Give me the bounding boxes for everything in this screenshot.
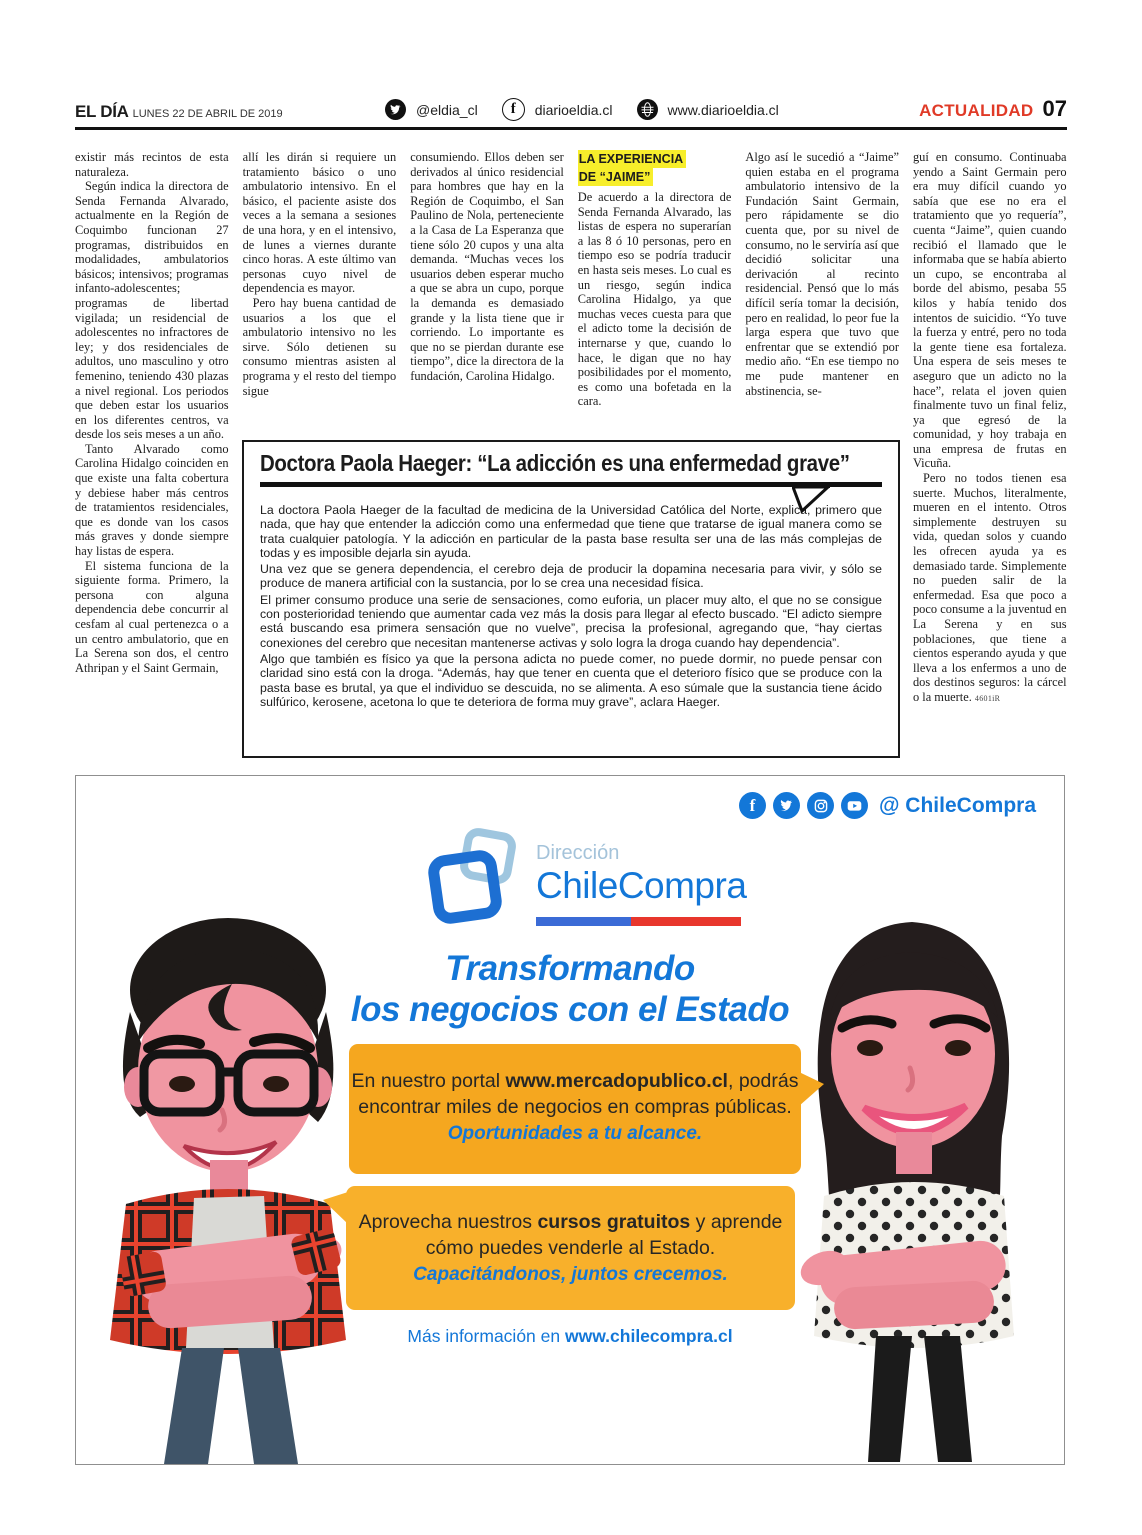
- ad-social-row: [739, 792, 1036, 819]
- ad-social-handle: @ ChileCompra: [879, 793, 1036, 817]
- quote-paragraph: La doctora Paola Haeger de la facultad de medicina de la Universidad Católica del Norte, explica, primero que nada, que hay que entender la adicción como una enfermedad que tiene que tratarse de igual manera como se trata cualquier patología. Y la adicción en particular de la pasta base resulta ser una de las más complejas de todas y es imposible dejarla sin ayuda.: [260, 503, 882, 560]
- quote-paragraph: Algo que también es físico ya que la persona adicta no puede comer, no puede dormir, no puede pensar con claridad sino está con la droga. “Además, hay que tener en cuenta que el deterioro físico que se produce con la pasta base es brutal, ya que el individuo se descuida, no se alimenta. A eso súmale que la sustancia tiene ácido sulfúrico, kerosene, acetona lo que te deteriora de forma muy grave”, aclara Haeger.: [260, 651, 882, 709]
- bubble1-pre: En nuestro portal: [351, 1070, 506, 1092]
- header-rule: [75, 127, 1067, 130]
- article-paragraph: existir más recintos de esta naturaleza.: [75, 150, 229, 179]
- facebook-icon: f: [502, 98, 525, 121]
- brand-name: EL DÍA: [75, 102, 129, 121]
- ad-headline-line2: los negocios con el Estado: [350, 990, 790, 1029]
- chilecompra-logo-text: [536, 828, 746, 926]
- quote-box: [242, 440, 900, 758]
- article-paragraph: De acuerdo a la directora de Senda Fernanda Alvarado, las listas de espera no superarían a las 8 ó 10 personas, pero en tiempo eso se podría traducir en hasta seis meses. Lo cual es un riesgo, según indica Carolina Hidalgo, ya que muchas veces cuesta para que el adicto tome la decisión de internarse y que, cuando lo hace, le digan que no hay posibilidades por el momento, es como una bofetada en la cara.: [577, 190, 732, 409]
- bubble2-text: [346, 1210, 795, 1261]
- article-paragraph-text: Pero no todos tienen esa suerte. Muchos, literalmente, mueren en el intento. Otros simplemente destruyen su vida, quedan solos y cuando les ofrecen ayuda ya es demasiado tarde. Simplemente no pueden salir de la enfermedad. Esa que poco a poco consume a la juventud en La Serena y en sus poblaciones, que tiene a cientos esperando ayuda y que lleva a los enfermos a uno de dos destinos seguros: la cárcel o la muerte.: [912, 471, 1067, 704]
- instagram-icon: [807, 792, 834, 819]
- article-column-6: [913, 150, 1067, 707]
- section-name: ACTUALIDAD: [919, 101, 1034, 120]
- article-paragraph: Pero hay buena cantidad de usuarios a los que el ambulatorio intensivo no les sirve. Sólo detienen su consumo mientras asisten al programa y el resto del tiempo sigue: [242, 295, 397, 398]
- ad-footer-url: www.chilecompra.cl: [564, 1326, 733, 1346]
- twitter-icon: [385, 99, 406, 120]
- article-end-code: 4601iR: [974, 693, 1001, 703]
- article-column-3: [410, 150, 564, 438]
- article-column-5: [745, 150, 899, 438]
- ad-speech-bubble-2: [346, 1186, 795, 1310]
- quote-box-body: [260, 503, 882, 709]
- chilecompra-logo-icon: [428, 828, 524, 932]
- page-header: [75, 96, 1067, 126]
- article-paragraph: Algo así le sucedió a “Jaime” quien estaba en el programa ambulatorio intensivo de la Fundación Saint Germain, pero rápidamente se dio cuenta que, por su nivel de consumo, no le serviría así que decidió solicitar una derivación al recinto residencial. Pensó que lo más difícil sería tomar la decisión, pero en realidad, lo peor fue la larga espera que tuvo que enfrentar que se extendió por medio año. “En ese tiempo no me pude mantener en abstinencia, se-: [745, 150, 899, 398]
- chilecompra-logo: [428, 828, 746, 932]
- article-paragraph: [913, 471, 1067, 707]
- ad-speech-bubble-1: [349, 1044, 801, 1174]
- bubble1-post: , podrás: [727, 1070, 799, 1092]
- quote-paragraph: Una vez que se genera dependencia, el cerebro deja de producir la dopamina necesaria para vivir, y sólo se produce de manera artificial con la sustancia, por lo se crea una necesidad física.: [260, 562, 882, 591]
- bubble1-line2: encontrar miles de negocios en compras públicas.: [358, 1095, 792, 1118]
- section-block: [919, 96, 1067, 122]
- masthead: [75, 102, 283, 122]
- speech-tail-right: [799, 1072, 824, 1106]
- article-paragraph: guí en consumo. Continuaba yendo a Saint Germain pero era muy difícil cuando yo sabía que ese no era el tratamiento que yo requería”, cuenta “Jaime”, quien cuando recibió el llamado que le informaba que se había abierto un cupo, se encontraba al borde del abismo, pesaba 55 kilos y había tenido dos intentos de suicidio. “Yo tuve la fuerza y entré, pero no toda la gente tiene esa fortaleza. Una espera de seis meses te aseguro que un adicto no la hace”, relata el joven quien finalmente tuvo un final feliz, ya que egresó de la comunidad, y hoy trabaja en una empresa de frutas en Vicuña.: [912, 150, 1067, 471]
- chilecompra-ad: [75, 775, 1065, 1465]
- globe-icon: [637, 99, 658, 120]
- edition-date: LUNES 22 DE ABRIL DE 2019: [132, 108, 283, 120]
- logo-line1: Dirección: [536, 842, 620, 864]
- ad-footer-pre: Más información en: [407, 1326, 565, 1346]
- logo-line2: ChileCompra: [536, 865, 747, 906]
- article-paragraph: consumiendo. Ellos deben ser derivados al único residencial para hombres que hay en la Región de Coquimbo, el San Paulino de Nola, perteneciente a la Casa de La Esperanza que tiene sólo 20 cupos y una alta demanda. “Muchas veces los usuarios deben esperar mucho a que se abra un cupo, porque la demanda es demasiado grande y la lista tiene que ir corriendo. Lo importante es que no se pierdan durante ese tiempo”, dice la directora de la fundación, Carolina Hidalgo.: [410, 150, 564, 383]
- subhead-line: DE “JAIME”: [578, 168, 654, 186]
- ad-headline: [76, 948, 1064, 1030]
- ad-headline-line1: Transformando: [445, 949, 695, 988]
- bubble2-post: y aprende: [690, 1211, 783, 1233]
- article-column-4: [578, 150, 732, 438]
- article-paragraph: El sistema funciona de la siguiente forma. Primero, la persona con alguna dependencia debe concurrir al cesfam al cual pertenezca o a un centro ambulatorio, que en La Serena son dos, el centro Athripan y el Saint Germain,: [75, 558, 229, 675]
- quote-box-title: Doctora Paola Haeger: “La adicción es una enfermedad grave”: [260, 450, 850, 476]
- article-column-2: [243, 150, 397, 438]
- header-social-row: [385, 98, 793, 121]
- bubble1-url: www.mercadopublico.cl: [505, 1070, 728, 1092]
- article-paragraph: Según indica la directora de Senda Fernanda Alvarado, actualmente en la Región de Coquimbo funcionan 27 programas, distribuidos en modalidades, ambulatorios básicos; intensivos; programas infanto-adolescentes; programas de libertad vigilada; un residencial de adolescentes no infractores de ley; y dos residenciales de adultos, uno masculino y otro femenino, teniendo 430 plazas a nivel regional. Los periodos que deben estar los usuarios en los diferentes centros, va desde los seis meses a un año.: [75, 179, 229, 442]
- facebook-icon: f: [739, 792, 766, 819]
- bubble2-tagline: Capacitándonos, juntos crecemos.: [413, 1264, 728, 1286]
- youtube-icon: [841, 792, 868, 819]
- bubble1-tagline: Oportunidades a tu alcance.: [447, 1123, 703, 1145]
- article-paragraph: Tanto Alvarado como Carolina Hidalgo coinciden en que existe una falta cobertura y debiese haber más centros de tratamientos residenciales, que es donde van los casos más graves y donde siempre hay listas de espera.: [75, 441, 229, 559]
- logo-flag-bar: [536, 917, 741, 926]
- subhead-highlighted: [578, 150, 732, 186]
- website-url: www.diarioeldia.cl: [667, 101, 779, 118]
- ad-footer: [76, 1326, 1064, 1347]
- quote-box-rule: [260, 482, 882, 487]
- bubble2-line2: cómo puedes venderle al Estado.: [425, 1236, 716, 1259]
- page-number: 07: [1042, 96, 1067, 121]
- speech-tail-left: [323, 1192, 348, 1224]
- subhead-line: LA EXPERIENCIA: [578, 150, 686, 168]
- twitter-handle: @eldia_cl: [416, 101, 478, 118]
- bubble2-pre: Aprovecha nuestros: [358, 1211, 538, 1233]
- bubble2-bold: cursos gratuitos: [537, 1211, 691, 1233]
- bubble1-text: [349, 1069, 801, 1120]
- quote-paragraph: El primer consumo produce una serie de sensaciones, como euforia, un placer muy alto, el que no se consigue con posterioridad teniendo que aumentar cada vez más la dosis para llegar al efecto buscado. “El adicto siempre está buscando esa primera sensación que no vuelve”, precisa la profesional, agregando que, “hay ciertas conexiones del cerebro que necesitan mantenerse activas y solo logra la droga cuando hay dependencia”.: [260, 592, 882, 650]
- article-column-1: [75, 150, 229, 707]
- speech-tail-icon: [792, 487, 830, 513]
- twitter-icon: [773, 792, 800, 819]
- facebook-handle: diarioeldia.cl: [534, 101, 613, 118]
- article-paragraph: allí les dirán si requiere un tratamiento básico o uno ambulatorio intensivo. En el básico, el paciente asiste dos veces a la semana a sesiones de una hora, y en el intensivo, de lunes a viernes durante cinco horas. A este último van personas cuyo nivel de dependencia es mayor.: [242, 150, 397, 296]
